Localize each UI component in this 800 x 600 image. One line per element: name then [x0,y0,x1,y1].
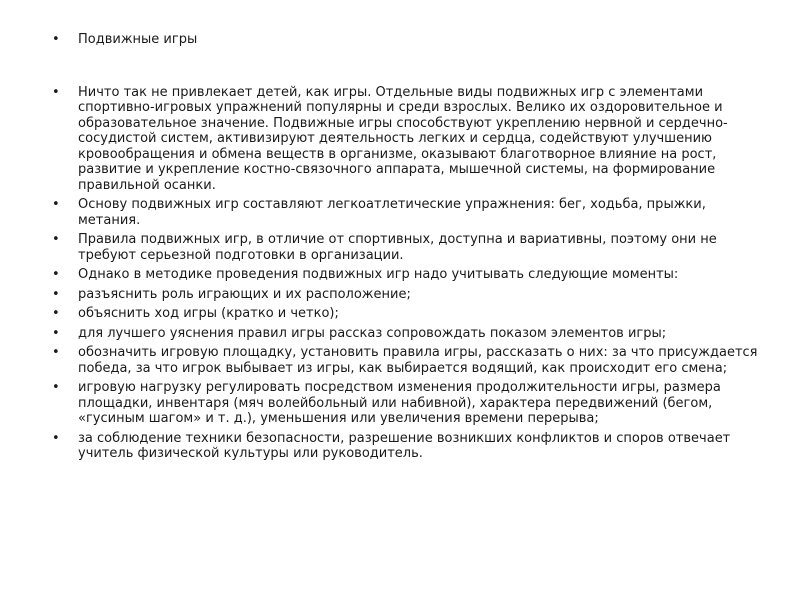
bullet-glyph: • [52,286,60,302]
bullet-glyph: • [52,306,60,321]
bullet-text: Основу подвижных игр составляют легкоатлетические упражнения: бег, ходьба, прыжки, метания. [78,197,706,228]
bullet-item [52,345,772,376]
bullet-text: Подвижные игры [78,32,198,47]
bullet-text: обозначить игровую площадку, установить правила игры, рассказать о них: за что присуждается победа, за что игрок выбывает из игры, как выбирается водящий, как происходит его смена; [78,345,758,376]
bullet-item [52,306,772,322]
bullet-glyph: • [52,84,60,100]
bullet-glyph: • [52,232,60,247]
bullet-text: игровую нагрузку регулировать посредством изменения продолжительности игры, размера площадки, инвентаря (мяч волейбольный или набивной), характера передвижений (бегом, «гусиным шагом» и т. д.), уменьшения или увеличения времени перерыва; [78,380,721,426]
bullet-glyph: • [52,325,60,341]
bullet-item [52,85,772,194]
bullet-text: разъяснить роль играющих и их расположение; [78,286,411,302]
bullet-item [52,380,772,427]
bullet-list [52,32,772,466]
bullet-item [52,431,772,462]
bullet-item [52,287,772,303]
bullet-glyph: • [52,267,60,282]
bullet-glyph: • [52,345,60,360]
bullet-text: за соблюдение техники безопасности, разрешение возникших конфликтов и споров отвечает учитель физической культуры или руководитель. [78,430,731,461]
bullet-item-title [52,32,772,48]
bullet-item [52,326,772,342]
bullet-item [52,232,772,263]
bullet-glyph: • [52,430,60,446]
bullet-item [52,267,772,283]
bullet-item [52,197,772,228]
bullet-text: Ничто так не привлекает детей, как игры. Отдельные виды подвижных игр с элементами спортивно-игровых упражнений популярны и среди взрослых. Велико их оздоровительное и образовательное значение. Подвижные игры способствуют укреплению нервной и сердечно-сосудистой систем, активизируют деятельность легких и сердца, содействуют улучшению кровообращения и обмена веществ в организме, оказывают благотворное влияние на рост, развитие и укрепление костно-связочного аппарата, мышечной системы, на формирование правильной осанки. [78,84,728,193]
bullet-glyph: • [52,197,60,212]
bullet-glyph: • [52,380,60,395]
bullet-glyph: • [52,32,60,47]
bullet-text: Правила подвижных игр, в отличие от спортивных, доступна и вариативны, поэтому они не требуют серьезной подготовки в организации. [78,232,717,263]
bullet-text: для лучшего уяснения правил игры рассказ сопровождать показом элементов игры; [78,325,667,341]
bullet-text: Однако в методике проведения подвижных игр надо учитывать следующие моменты: [78,267,679,282]
bullet-text: объяснить ход игры (кратко и четко); [78,306,339,321]
